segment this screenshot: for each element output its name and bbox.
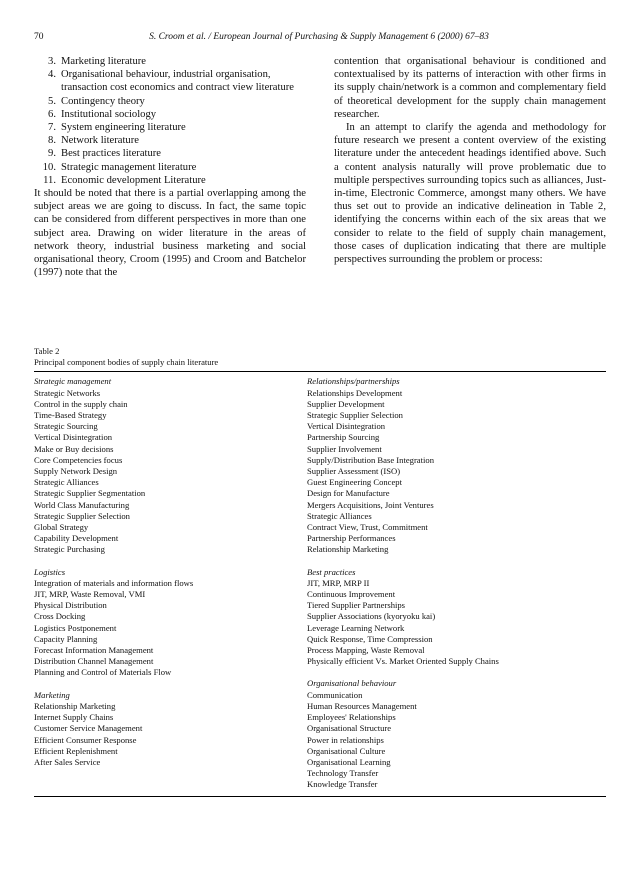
page-number: 70 xyxy=(34,32,44,42)
right-paragraph-1: contention that organisational behaviour is conditioned and contextualised by its patterns of interaction with other firms in its supply chain/network is a common and complementary field of theoretical development for the supply chain management researcher. xyxy=(334,56,606,120)
table-item: World Class Manufacturing xyxy=(34,499,130,510)
table-item: Strategic Supplier Segmentation xyxy=(34,488,146,499)
list-item xyxy=(34,134,306,147)
table-item: Distribution Channel Management xyxy=(34,656,154,667)
table-section-heading: Marketing xyxy=(34,689,70,700)
table-item: Global Strategy xyxy=(34,522,89,533)
right-column xyxy=(334,55,606,266)
table-section-heading: Best practices xyxy=(307,566,356,577)
table-item: Vertical Disintegration xyxy=(307,421,386,432)
table-label: Table 2 xyxy=(34,346,60,356)
table-item: Strategic Supplier Selection xyxy=(34,510,130,521)
table-item: After Sales Service xyxy=(34,756,101,767)
table-section-heading: Organisational behaviour xyxy=(307,678,397,689)
list-item xyxy=(34,108,306,121)
list-item-number: 10. xyxy=(42,161,56,173)
list-item-text: Best practices literature xyxy=(61,148,162,160)
table-caption: Principal component bodies of supply chain literature xyxy=(34,357,219,368)
running-head: S. Croom et al. / European Journal of Purchasing & Supply Management 6 (2000) 67–83 xyxy=(149,32,489,42)
list-item-number: 8. xyxy=(48,135,56,147)
list-item xyxy=(34,121,306,134)
list-item xyxy=(34,174,306,187)
table-item: Strategic Alliances xyxy=(34,477,99,488)
table-item: Relationships Development xyxy=(307,387,403,398)
table-section-heading: Relationships/partnerships xyxy=(307,376,400,387)
table-item: Supplier Development xyxy=(307,398,385,409)
table-item: Process Mapping, Waste Removal xyxy=(307,645,425,656)
table-item: Guest Engineering Concept xyxy=(307,477,402,488)
list-item-number: 7. xyxy=(48,122,56,134)
table-item: Design for Manufacture xyxy=(307,488,390,499)
table-right-column xyxy=(307,376,606,801)
list-item-text: Strategic management literature xyxy=(61,161,197,173)
table-item: Supplier Involvement xyxy=(307,443,382,454)
table-section xyxy=(307,678,606,790)
table-item: Tiered Supplier Partnerships xyxy=(307,600,406,611)
list-item-number: 6. xyxy=(48,108,56,120)
table-section xyxy=(307,376,606,555)
table-item: Continuous Improvement xyxy=(307,589,396,600)
list-item-text: Marketing literature xyxy=(61,56,147,67)
list-item-number: 9. xyxy=(48,148,56,160)
table-item: Capacity Planning xyxy=(34,633,98,644)
table-2 xyxy=(34,346,606,797)
list-item xyxy=(34,147,306,160)
table-top-rule xyxy=(34,371,606,372)
list-item-number: 11. xyxy=(43,174,56,186)
table-item: Physically efficient Vs. Market Oriented Supply Chains xyxy=(307,656,499,667)
table-item: Supplier Associations (kyoryoku kai) xyxy=(307,611,436,622)
table-item: Power in relationships xyxy=(307,734,384,745)
table-item: Supplier Assessment (ISO) xyxy=(307,466,401,477)
table-item: Quick Response, Time Compression xyxy=(307,633,433,644)
table-item: Physical Distribution xyxy=(34,600,107,611)
list-item-text: Contingency theory xyxy=(61,95,145,107)
table-item: Efficient Consumer Response xyxy=(34,734,137,745)
table-item: Planning and Control of Materials Flow xyxy=(34,667,172,678)
table-item: Logistics Postponement xyxy=(34,622,117,633)
list-item-number: 3. xyxy=(48,56,56,67)
table-item: Core Competencies focus xyxy=(34,454,123,465)
left-paragraph: It should be noted that there is a partial overlapping among the subject areas we are going to discuss. In fact, the same topic can be considered from different perspectives in more than one subject area. Drawing on wider literature in the areas of network theory, industrial business marketing and social organisational theory, Croom (1995) and Croom and Batchelor (1997) note that the xyxy=(34,188,306,279)
list-item xyxy=(34,55,306,68)
table-item: Cross Docking xyxy=(34,611,86,622)
table-item: Forecast Information Management xyxy=(34,645,154,656)
table-item: Relationship Marketing xyxy=(34,700,116,711)
right-paragraph-2: In an attempt to clarify the agenda and methodology for future research we present a content overview of the existing literature under the antecedent headings identified above. Such a content analysis naturally will prove problematic due to multiple perspectives surrounding topics such as alliances, Just-in-time, Electronic Commerce, amongst many others. We have thus set out to provide an indicative delineation in Table 2, identifying the concerns within each of the six areas that we consider to relate to the field of supply chain management, those cases of duplication indicating that there are multiple perspectives surrounding the problem or process: xyxy=(334,122,606,266)
table-section xyxy=(34,376,307,555)
table-section xyxy=(34,690,307,768)
list-item xyxy=(34,68,306,94)
table-item: Knowledge Transfer xyxy=(307,779,378,790)
table-item: Human Resources Management xyxy=(307,700,417,711)
table-section xyxy=(307,567,606,668)
table-left-column xyxy=(34,376,307,801)
list-item-text: System engineering literature xyxy=(61,122,186,134)
table-item: Mergers Acquisitions, Joint Ventures xyxy=(307,499,434,510)
table-item: Integration of materials and information flows xyxy=(34,577,194,588)
table-item: Supply/Distribution Base Integration xyxy=(307,454,434,465)
table-item: Organisational Learning xyxy=(307,756,391,767)
list-item-text: Organisational behaviour, industrial organisation, transaction cost economics and contract view literature xyxy=(61,69,294,94)
table-item: Contract View, Trust, Commitment xyxy=(307,522,428,533)
literature-list xyxy=(34,55,306,187)
table-item: Time-Based Strategy xyxy=(34,410,107,421)
table-item: Employees' Relationships xyxy=(307,712,396,723)
table-item: JIT, MRP, MRP II xyxy=(307,577,370,588)
table-item: Make or Buy decisions xyxy=(34,443,114,454)
list-item-number: 5. xyxy=(48,95,56,107)
left-column xyxy=(34,55,306,279)
table-item: Technology Transfer xyxy=(307,768,379,779)
table-section xyxy=(34,567,307,679)
list-item xyxy=(34,95,306,108)
list-item-text: Network literature xyxy=(61,135,139,147)
table-item: Control in the supply chain xyxy=(34,398,128,409)
table-item: Strategic Alliances xyxy=(307,510,372,521)
table-item: Strategic Supplier Selection xyxy=(307,410,403,421)
table-item: Organisational Structure xyxy=(307,723,392,734)
table-item: Strategic Sourcing xyxy=(34,421,98,432)
table-item: Partnership Performances xyxy=(307,533,396,544)
list-item-text: Economic development Literature xyxy=(61,174,206,186)
list-item-text: Institutional sociology xyxy=(61,108,157,120)
table-item: Internet Supply Chains xyxy=(34,712,114,723)
table-item: Leverage Learning Network xyxy=(307,622,405,633)
table-item: Relationship Marketing xyxy=(307,544,389,555)
table-item: Organisational Culture xyxy=(307,745,386,756)
table-section-heading: Logistics xyxy=(34,566,66,577)
table-item: Supply Network Design xyxy=(34,466,118,477)
table-item: JIT, MRP, Waste Removal, VMI xyxy=(34,589,146,600)
list-item xyxy=(34,161,306,174)
table-item: Customer Service Management xyxy=(34,723,143,734)
table-item: Capability Development xyxy=(34,533,119,544)
table-section-heading: Strategic management xyxy=(34,376,112,387)
table-item: Vertical Disintegration xyxy=(34,432,113,443)
table-item: Partnership Sourcing xyxy=(307,432,380,443)
table-item: Strategic Purchasing xyxy=(34,544,105,555)
table-item: Communication xyxy=(307,689,363,700)
table-item: Efficient Replenishment xyxy=(34,745,118,756)
table-item: Strategic Networks xyxy=(34,387,101,398)
list-item-number: 4. xyxy=(48,69,56,81)
